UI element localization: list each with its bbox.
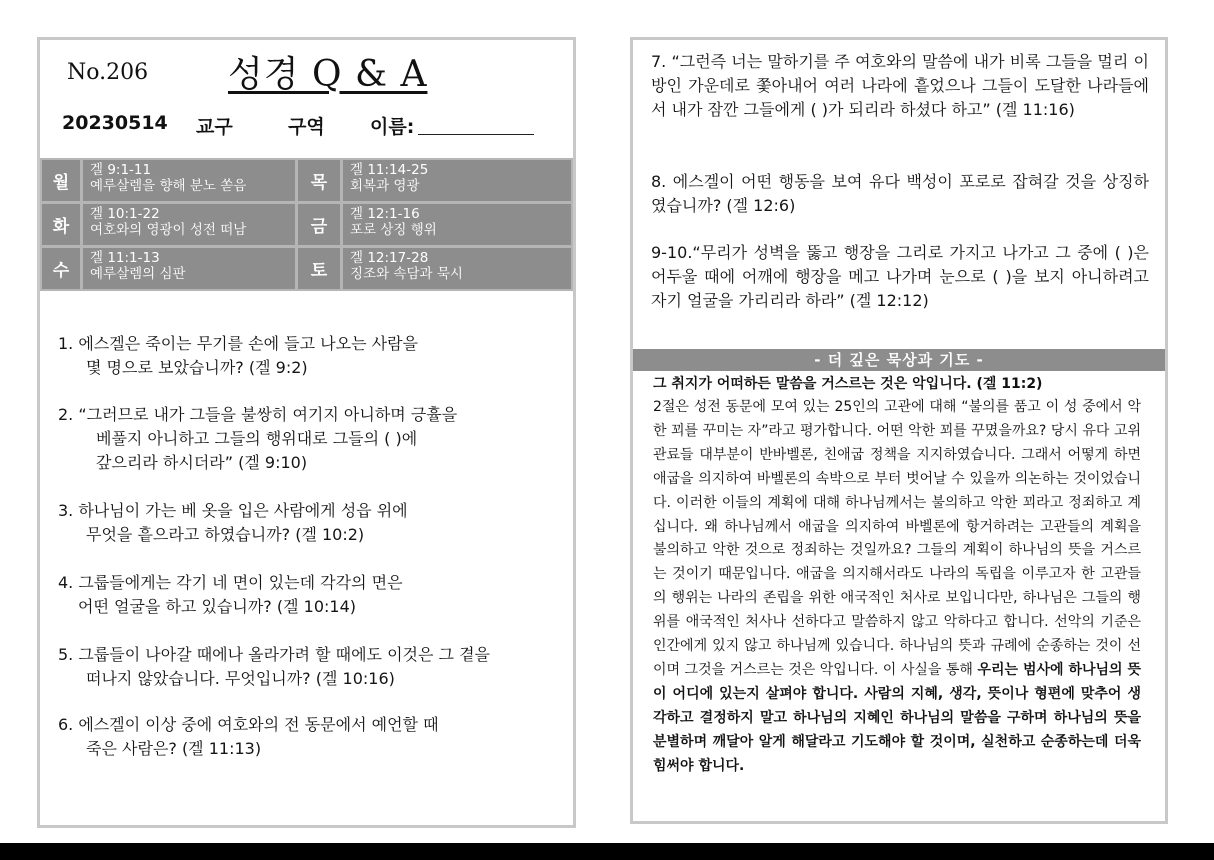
page-title: 성경 Q & A bbox=[228, 54, 428, 95]
bottom-band bbox=[0, 843, 1214, 860]
meditation-emphasis: 우리는 범사에 하나님의 뜻이 어디에 있는지 살펴야 합니다. 사람의 지혜, 생각, 뜻이나 형편에 맞추어 생각하고 결정하지 말고 하나님의 지혜인 하나님의 말씀을 구하며 하나님의 뜻을 분별하며 깨달아 알게 해달라고 기도해야 할 것이며, 실천하고 순종하는데 더욱 힘써야 합니다. bbox=[653, 661, 1141, 774]
question-line: 죽은 사람은? (겔 11:13) bbox=[86, 739, 262, 758]
question-8: 8. 에스겔이 어떤 행동을 보여 유다 백성이 포로로 잡혀갈 것을 상징하였습니까? (겔 12:6) bbox=[651, 172, 1149, 215]
date-label: 20230514 bbox=[62, 112, 168, 134]
schedule-topic: 예루살렘의 심판 bbox=[90, 266, 186, 282]
schedule-reading bbox=[343, 160, 571, 201]
question-line: 갚으리라 하시더라” (겔 9:10) bbox=[96, 453, 308, 472]
schedule-reading bbox=[83, 204, 295, 245]
meditation-section-title: - 더 깊은 묵상과 기도 - bbox=[633, 349, 1165, 371]
question-line: 몇 명으로 보았습니까? (겔 9:2) bbox=[86, 358, 308, 377]
schedule-day: 수 bbox=[42, 248, 80, 289]
left-panel bbox=[37, 37, 576, 828]
schedule-topic: 여호와의 영광이 성전 떠남 bbox=[90, 222, 247, 238]
meditation-heading: 그 취지가 어떠하든 말씀을 거스르는 것은 악입니다. (겔 11:2) bbox=[653, 376, 1043, 392]
schedule-reading bbox=[343, 248, 571, 289]
schedule-reading bbox=[83, 160, 295, 201]
question-line: 2. “그러므로 내가 그들을 불쌍히 여기지 아니하며 긍휼을 bbox=[58, 405, 458, 424]
question-line: 어떤 얼굴을 하고 있습니까? (겔 10:14) bbox=[78, 597, 356, 616]
question-line: 4. 그룹들에게는 각기 네 면이 있는데 각각의 면은 bbox=[58, 573, 403, 592]
question-line: 베풀지 아니하고 그들의 행위대로 그들의 ( )에 bbox=[96, 429, 418, 448]
schedule-topic: 포로 상징 행위 bbox=[350, 222, 437, 238]
question-4 bbox=[58, 571, 403, 619]
schedule-day: 화 bbox=[42, 204, 80, 245]
name-label: 이름: bbox=[370, 116, 415, 138]
schedule-ref: 겔 10:1-22 bbox=[90, 206, 160, 222]
reading-schedule bbox=[40, 158, 573, 291]
question-line: 5. 그룹들이 나아갈 때에나 올라가려 할 때에도 이것은 그 곁을 bbox=[58, 645, 490, 664]
question-3 bbox=[58, 499, 408, 547]
schedule-ref: 겔 11:14-25 bbox=[350, 162, 429, 178]
question-5 bbox=[58, 643, 490, 691]
question-9-10: 9-10.“무리가 성벽을 뚫고 행장을 그리로 가지고 나가고 그 중에 ( )은 어두울 때에 어깨에 행장을 메고 나가며 눈으로 ( )을 보지 아니하려고 자기 얼굴을 가리리라 하라” (겔 12:12) bbox=[651, 243, 1149, 310]
schedule-topic: 예루살렘을 향해 분노 쏟음 bbox=[90, 178, 247, 194]
schedule-reading bbox=[83, 248, 295, 289]
schedule-day: 월 bbox=[42, 160, 80, 201]
question-6 bbox=[58, 713, 439, 761]
schedule-day: 토 bbox=[298, 248, 340, 289]
schedule-ref: 겔 12:1-16 bbox=[350, 206, 420, 222]
question-1 bbox=[58, 332, 418, 380]
schedule-reading bbox=[343, 204, 571, 245]
question-line: 3. 하나님이 가는 베 옷을 입은 사람에게 성읍 위에 bbox=[58, 501, 408, 520]
schedule-day: 금 bbox=[298, 204, 340, 245]
meditation-text: 2절은 성전 동문에 모여 있는 25인의 고관에 대해 “불의를 품고 이 성 중에서 악한 꾀를 꾸미는 자”라고 평가합니다. 어떤 악한 꾀를 꾸몄을까요? 당시 유다 고위 관료들 대부분이 반바벨론, 친애굽 정책을 지지하였습니다. 그래서 어떻게 하면 애굽을 의지하여 바벨론의 속박으로 부터 벗어날 수 있을까 의논하는 것이었습니다. 이러한 이들의 계획에 대해 하나님께서는 불의하고 악한 꾀라고 정죄하고 계십니다. 왜 하나님께서 애굽을 의지하여 바벨론에 항거하려는 고관들의 계획을 불의하고 악한 것으로 정죄하는 것일까요? 그들의 계획이 하나님의 뜻을 거스르는 것이기 때문입니다. 애굽을 의지해서라도 나라의 독립을 이루고자 한 고관들의 행위는 나라의 존립을 위한 애국적인 처사로 보입니다만, 하나님은 그들의 행위를 애국적인 처사나 선하다고 말씀하지 않고 악하다고 합니다. 선악의 기준은 인간에게 있지 않고 하나님께 있습니다. 하나님의 뜻과 규례에 순종하는 것이 선이며 그것을 거스르는 것은 악입니다. 이 사실을 통해 bbox=[653, 399, 1141, 678]
schedule-ref: 겔 9:1-11 bbox=[90, 162, 152, 178]
district-label: 구역 bbox=[288, 116, 325, 138]
meditation-body bbox=[653, 396, 1141, 779]
schedule-topic: 회복과 영광 bbox=[350, 178, 420, 194]
right-panel bbox=[630, 37, 1168, 824]
parish-label: 교구 bbox=[196, 116, 233, 138]
question-line: 무엇을 흩으라고 하였습니까? (겔 10:2) bbox=[86, 525, 365, 544]
schedule-ref: 겔 11:1-13 bbox=[90, 250, 160, 266]
question-2 bbox=[58, 403, 457, 475]
schedule-topic: 징조와 속담과 묵시 bbox=[350, 266, 463, 282]
question-7: 7. “그런즉 너는 말하기를 주 여호와의 말씀에 내가 비록 그들을 멀리 이방인 가운데로 쫓아내어 여러 나라에 흩었으나 그들이 도달한 나라들에서 내가 잠깐 그들에게 ( )가 되리라 하셨다 하고” (겔 11:16) bbox=[651, 52, 1149, 119]
question-line: 6. 에스겔이 이상 중에 여호와의 전 동문에서 예언할 때 bbox=[58, 715, 439, 734]
schedule-ref: 겔 12:17-28 bbox=[350, 250, 429, 266]
issue-number: No.206 bbox=[67, 60, 149, 85]
name-blank-line bbox=[418, 134, 534, 135]
schedule-day: 목 bbox=[298, 160, 340, 201]
question-line: 떠나지 않았습니다. 무엇입니까? (겔 10:16) bbox=[86, 669, 395, 688]
question-line: 1. 에스겔은 죽이는 무기를 손에 들고 나오는 사람을 bbox=[58, 334, 418, 353]
